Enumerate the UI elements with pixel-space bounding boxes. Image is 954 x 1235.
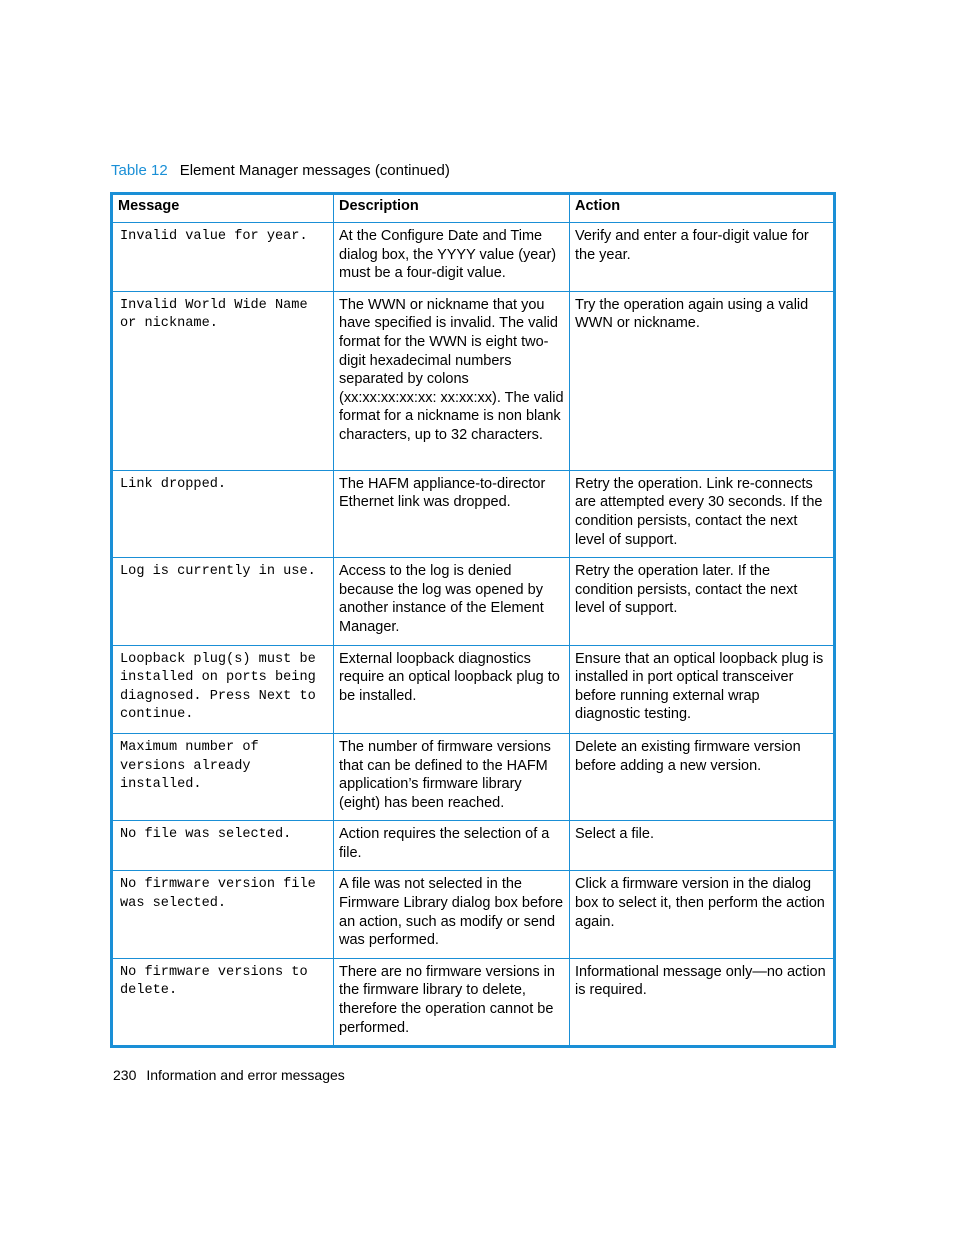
table-header-row [113,195,834,223]
description-cell: Access to the log is denied because the log was opened by another instance of the Element Manager. [334,558,570,645]
description-cell: Action requires the selection of a file. [334,821,570,871]
action-cell: Verify and enter a four-digit value for the year. [570,223,834,292]
page-footer [113,1067,345,1083]
footer-section-title: Information and error messages [146,1067,345,1083]
action-cell: Ensure that an optical loopback plug is installed in port optical transceiver before running external wrap diagnostic testing. [570,645,834,733]
header-description: Description [334,195,570,223]
message-cell: No file was selected. [113,821,334,871]
table-row [113,733,834,820]
header-message: Message [113,195,334,223]
table-row [113,291,834,470]
table-row [113,223,834,292]
message-cell: Invalid World Wide Name or nickname. [113,291,334,470]
description-cell: The number of firmware versions that can be defined to the HAFM application’s firmware library (eight) has been reached. [334,733,570,820]
table-row [113,558,834,645]
message-cell: Log is currently in use. [113,558,334,645]
action-cell: Retry the operation later. If the condition persists, contact the next level of support. [570,558,834,645]
table-row [113,871,834,958]
description-cell: The WWN or nickname that you have specified is invalid. The valid format for the WWN is eight two-digit hexadecimal numbers separated by colons (xx:xx:xx:xx:xx: xx:xx:xx). The valid format for a nickname is non blank characters, up to 32 characters. [334,291,570,470]
action-cell: Retry the operation. Link re-connects are attempted every 30 seconds. If the condition persists, contact the next level of support. [570,470,834,557]
message-cell: Invalid value for year. [113,223,334,292]
messages-table [110,192,836,1048]
table-title: Element Manager messages (continued) [179,162,450,179]
page-number: 230 [113,1067,137,1083]
table-row [113,958,834,1045]
action-cell: Select a file. [570,821,834,871]
action-cell: Informational message only—no action is required. [570,958,834,1045]
message-cell: No firmware version file was selected. [113,871,334,958]
message-cell: Loopback plug(s) must be installed on ports being diagnosed. Press Next to continue. [113,645,334,733]
message-cell: Maximum number of versions already installed. [113,733,334,820]
table-row [113,645,834,733]
action-cell: Try the operation again using a valid WWN or nickname. [570,291,834,470]
action-cell: Click a firmware version in the dialog box to select it, then perform the action again. [570,871,834,958]
description-cell: A file was not selected in the Firmware Library dialog box before an action, such as modify or send was performed. [334,871,570,958]
table-caption [111,162,450,179]
message-cell: No firmware versions to delete. [113,958,334,1045]
table-row [113,821,834,871]
table-number: Table 12 [111,162,168,179]
header-action: Action [570,195,834,223]
message-cell: Link dropped. [113,470,334,557]
action-cell: Delete an existing firmware version before adding a new version. [570,733,834,820]
description-cell: There are no firmware versions in the firmware library to delete, therefore the operation cannot be performed. [334,958,570,1045]
description-cell: At the Configure Date and Time dialog box, the YYYY value (year) must be a four-digit value. [334,223,570,292]
description-cell: External loopback diagnostics require an optical loopback plug to be installed. [334,645,570,733]
description-cell: The HAFM appliance-to-director Ethernet link was dropped. [334,470,570,557]
table-row [113,470,834,557]
